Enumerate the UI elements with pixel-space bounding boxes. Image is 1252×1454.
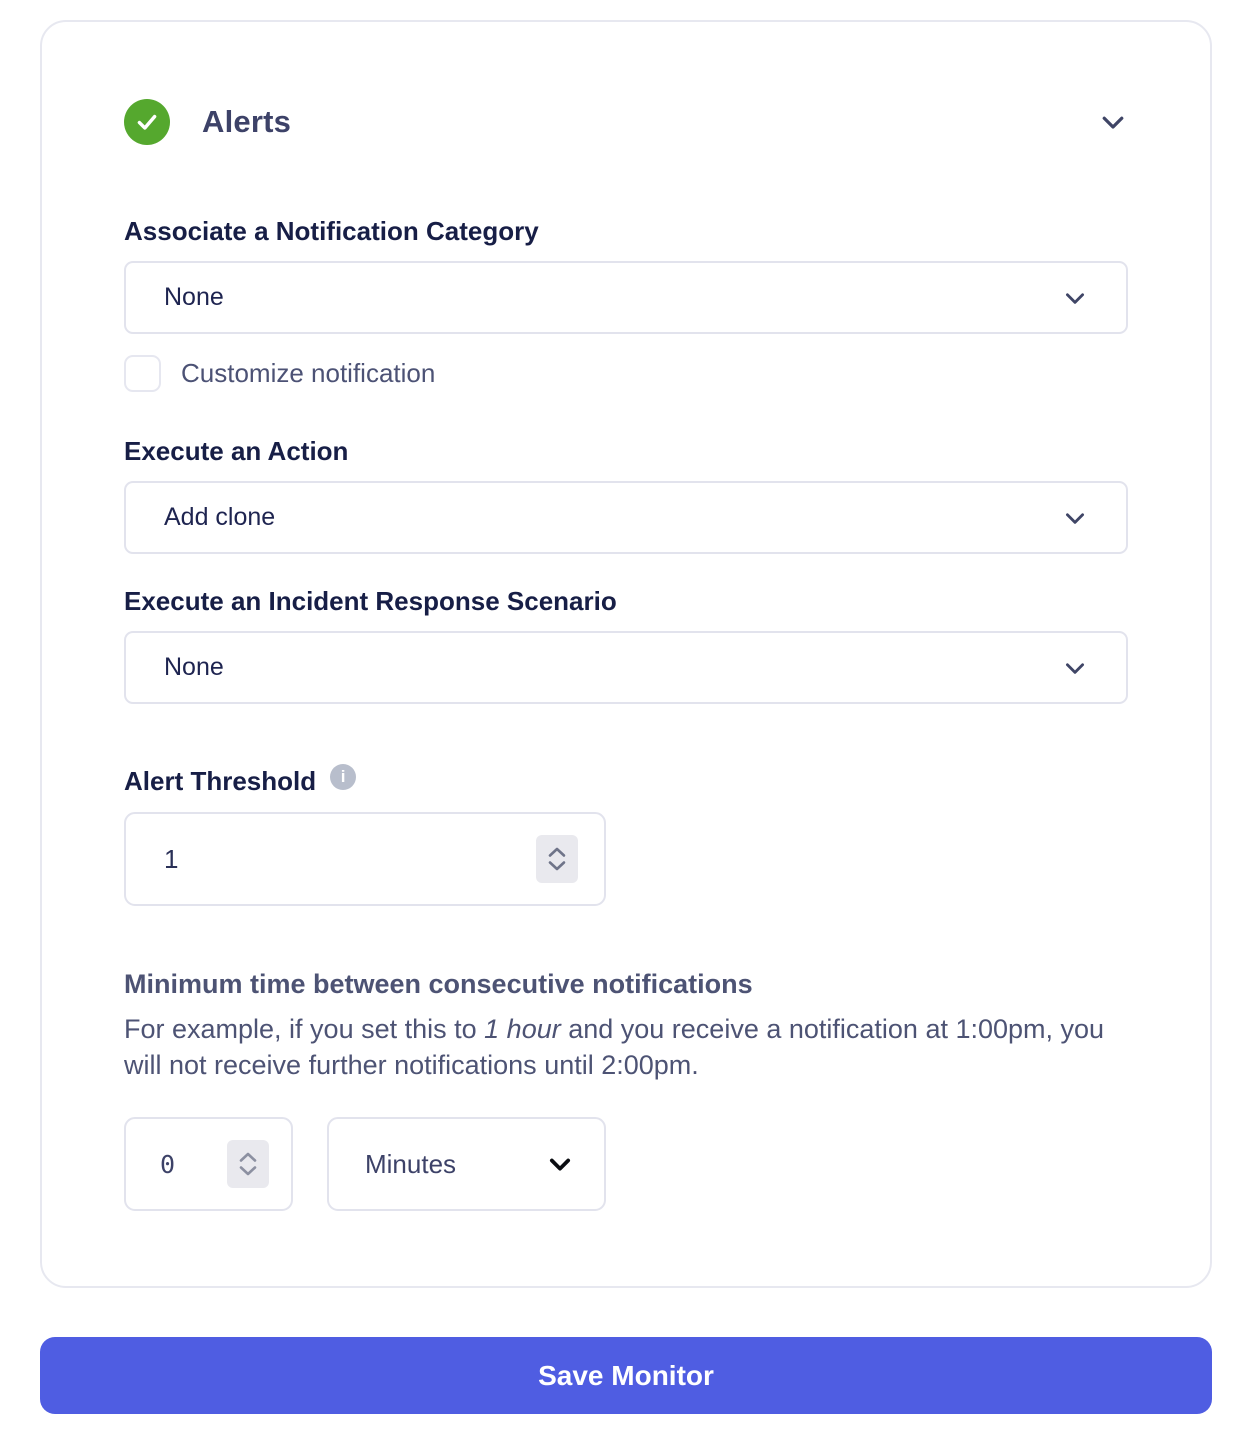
customize-notification-checkbox[interactable] — [124, 355, 161, 392]
chevron-down-icon — [1062, 285, 1088, 311]
action-select[interactable] — [124, 481, 1128, 554]
alerts-header — [124, 98, 1128, 146]
notification-category-value: None — [164, 283, 224, 311]
stepper-up-icon — [239, 1152, 257, 1163]
min-time-desc-italic: 1 hour — [484, 1014, 561, 1044]
min-time-amount-input[interactable] — [160, 1150, 206, 1179]
check-circle-icon — [124, 99, 170, 145]
alert-threshold-stepper[interactable] — [536, 835, 578, 883]
min-time-unit-value: Minutes — [365, 1148, 457, 1179]
chevron-down-icon — [1062, 505, 1088, 531]
stepper-down-icon — [548, 860, 566, 871]
chevron-down-icon — [1062, 655, 1088, 681]
min-time-heading: Minimum time between consecutive notifications — [124, 969, 753, 999]
stepper-up-icon — [548, 847, 566, 858]
chevron-down-icon — [546, 1150, 574, 1178]
min-time-controls-row — [124, 1117, 1128, 1211]
incident-response-select[interactable] — [124, 631, 1128, 704]
action-value: Add clone — [164, 503, 276, 531]
save-monitor-button[interactable]: Save Monitor — [40, 1337, 1212, 1414]
customize-notification-row — [124, 354, 1128, 392]
stepper-down-icon — [239, 1165, 257, 1176]
incident-response-value: None — [164, 653, 224, 681]
min-time-amount-box — [124, 1117, 293, 1211]
min-time-stepper[interactable] — [227, 1140, 269, 1188]
alert-threshold-input-box — [124, 812, 606, 906]
alerts-card — [40, 20, 1212, 1288]
min-time-desc-before: For example, if you set this to — [124, 1014, 485, 1044]
notification-category-label: Associate a Notification Category — [124, 216, 539, 246]
notification-category-select[interactable] — [124, 261, 1128, 334]
alert-threshold-label: Alert Threshold — [124, 766, 317, 796]
incident-response-label: Execute an Incident Response Scenario — [124, 586, 617, 616]
min-time-unit-select[interactable] — [327, 1117, 606, 1211]
alert-threshold-input[interactable] — [164, 844, 244, 875]
action-label: Execute an Action — [124, 436, 349, 466]
min-time-desc-after: and you receive a notification at 1:00pm, you will not receive further notifications until 2:00pm. — [124, 1014, 1105, 1080]
info-icon[interactable]: i — [330, 764, 356, 790]
section-title: Alerts — [202, 104, 292, 139]
alert-threshold-label-row — [124, 766, 1128, 798]
min-time-description — [124, 1011, 1128, 1083]
customize-notification-label: Customize notification — [181, 357, 436, 388]
collapse-chevron-down-icon[interactable] — [1098, 107, 1128, 137]
